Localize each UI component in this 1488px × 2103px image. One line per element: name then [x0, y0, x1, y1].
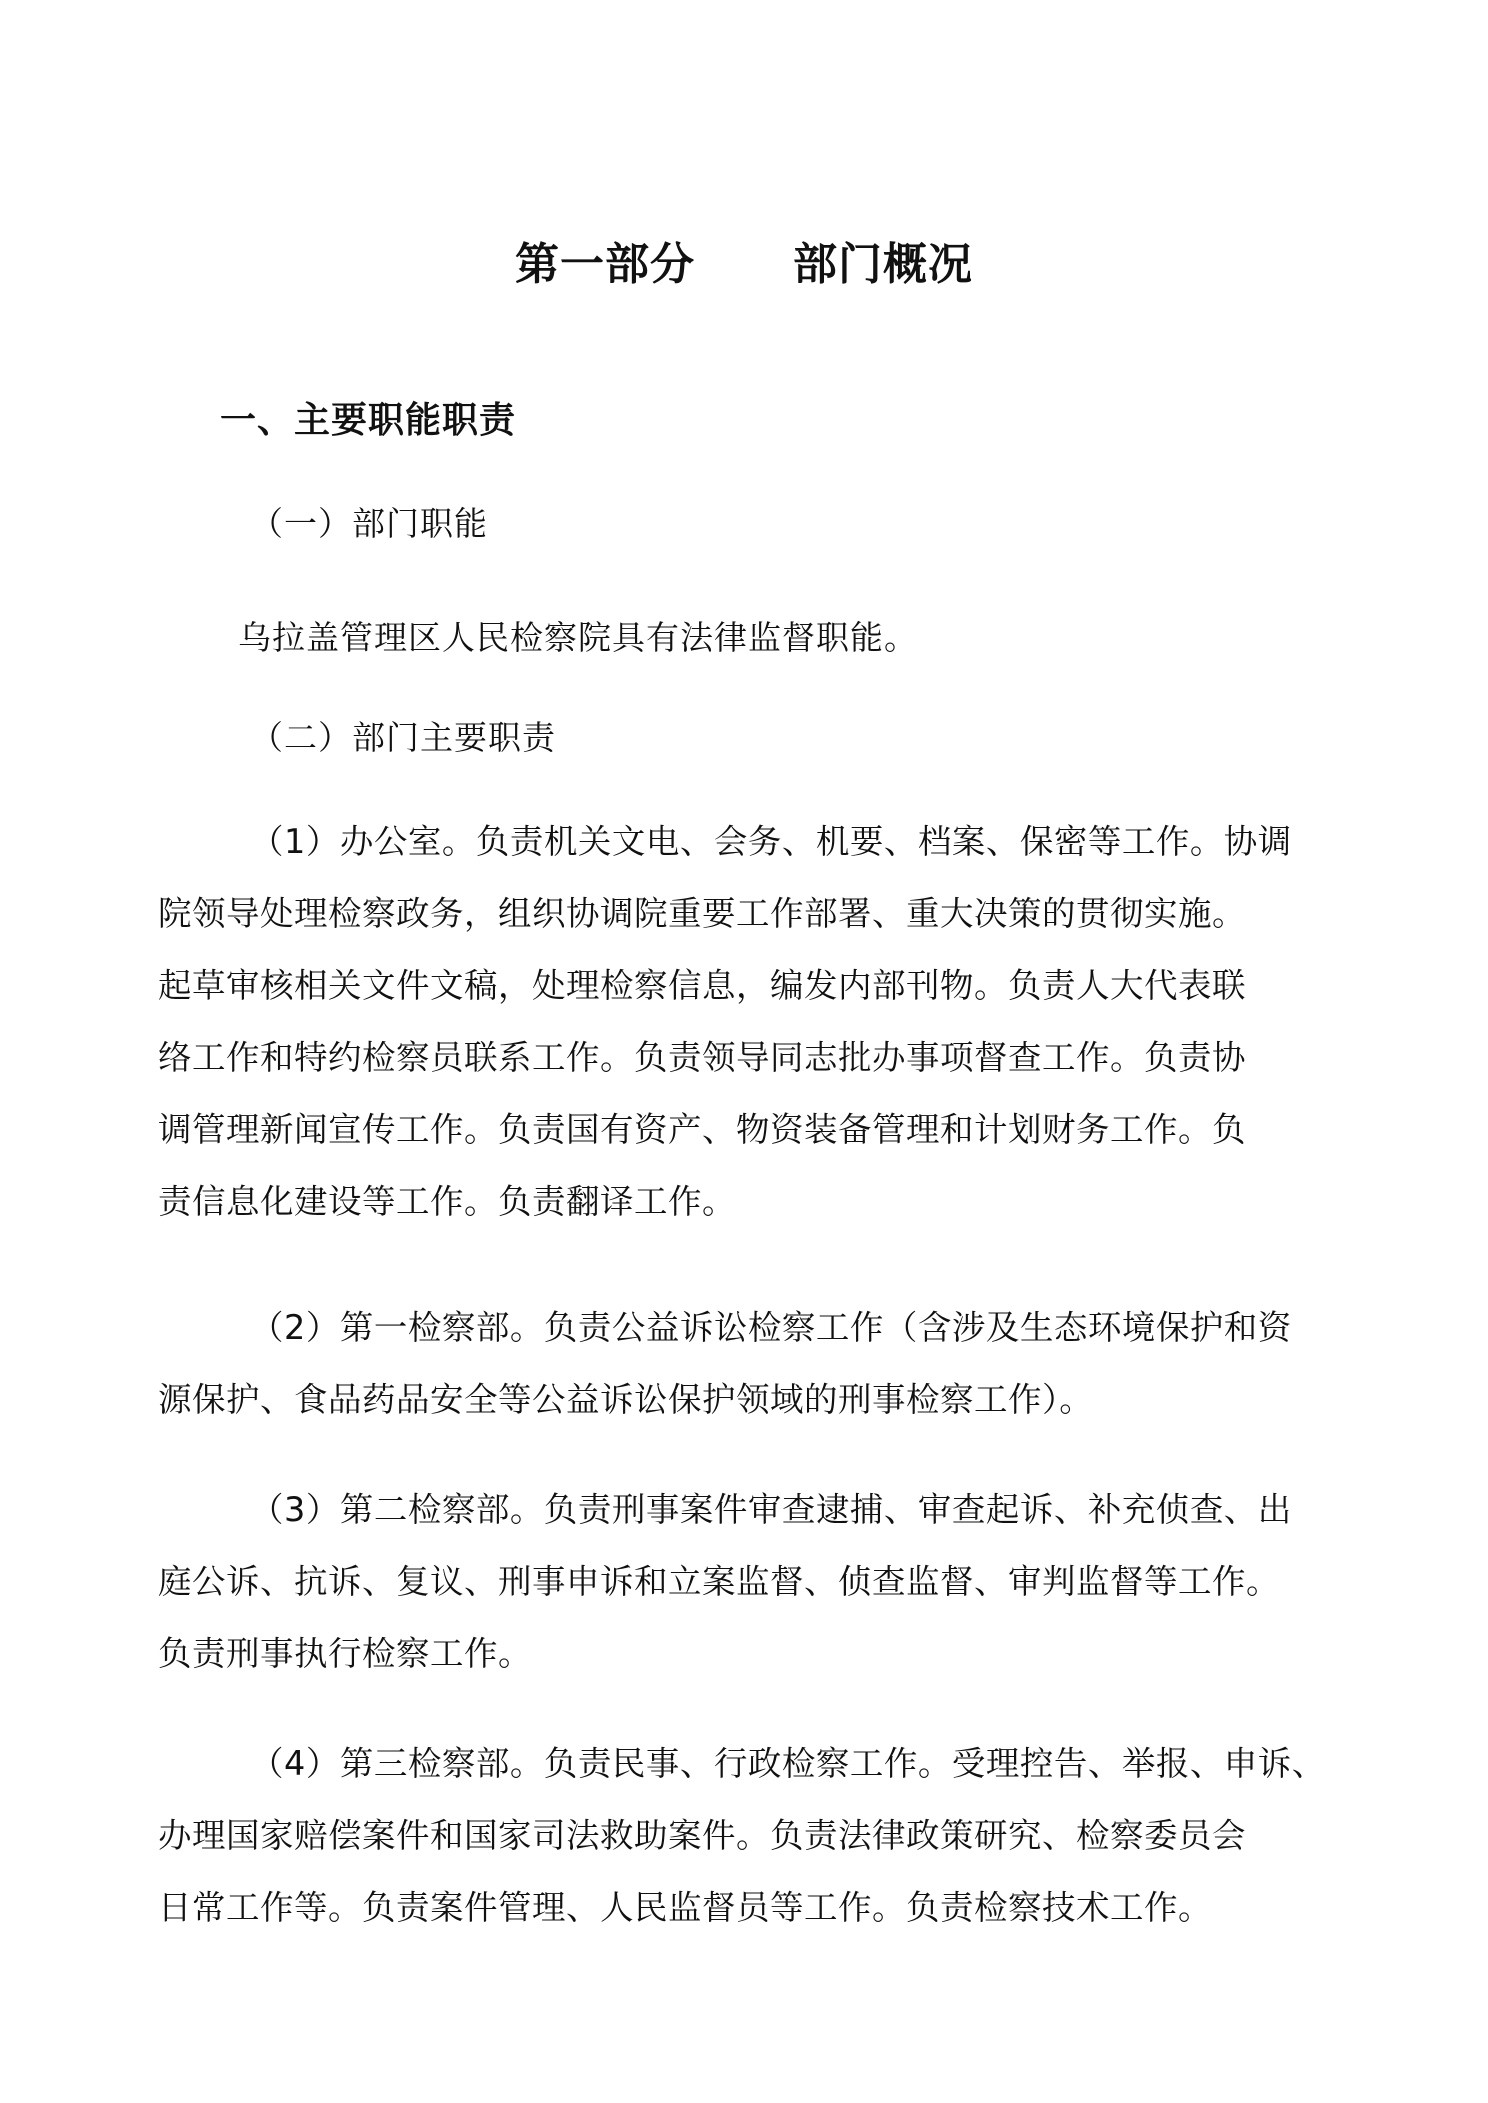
paragraph-line: 调管理新闻宣传工作。负责国有资产、物资装备管理和计划财务工作。负	[158, 1110, 1246, 1149]
paragraph-line: 庭公诉、抗诉、复议、刑事申诉和立案监督、侦查监督、审判监督等工作。	[158, 1562, 1280, 1601]
page-title: 第一部分 部门概况	[515, 239, 973, 290]
paragraph-line: 负责刑事执行检察工作。	[158, 1634, 532, 1673]
paragraph-line: （4）第三检察部。负责民事、行政检察工作。受理控告、举报、申诉、	[250, 1744, 1326, 1783]
subsection-heading-duties: （二）部门主要职责	[250, 718, 556, 757]
duty-paragraph-office	[158, 806, 1336, 1238]
duty-paragraph-second-procuratorate	[158, 1474, 1336, 1690]
duty-paragraph-third-procuratorate	[158, 1728, 1336, 1944]
paragraph-line: （3）第二检察部。负责刑事案件审查逮捕、审查起诉、补充侦查、出	[250, 1490, 1292, 1529]
subsection-heading-functions: （一）部门职能	[250, 504, 488, 543]
paragraph-line: 办理国家赔偿案件和国家司法救助案件。负责法律政策研究、检察委员会	[158, 1816, 1246, 1855]
paragraph-line: （1）办公室。负责机关文电、会务、机要、档案、保密等工作。协调	[250, 822, 1292, 861]
paragraph-line: （2）第一检察部。负责公益诉讼检察工作（含涉及生态环境保护和资	[250, 1308, 1292, 1347]
paragraph-line: 起草审核相关文件文稿，处理检察信息，编发内部刊物。负责人大代表联	[158, 966, 1246, 1005]
intro-paragraph: 乌拉盖管理区人民检察院具有法律监督职能。	[238, 618, 918, 657]
paragraph-line: 日常工作等。负责案件管理、人民监督员等工作。负责检察技术工作。	[158, 1888, 1212, 1927]
paragraph-line: 源保护、食品药品安全等公益诉讼保护领域的刑事检察工作）。	[158, 1380, 1094, 1419]
section-heading: 一、主要职能职责	[220, 400, 517, 441]
paragraph-line: 责信息化建设等工作。负责翻译工作。	[158, 1182, 736, 1221]
duty-paragraph-first-procuratorate	[158, 1292, 1336, 1436]
paragraph-line: 院领导处理检察政务，组织协调院重要工作部署、重大决策的贯彻实施。	[158, 894, 1246, 933]
paragraph-line: 络工作和特约检察员联系工作。负责领导同志批办事项督查工作。负责协	[158, 1038, 1246, 1077]
